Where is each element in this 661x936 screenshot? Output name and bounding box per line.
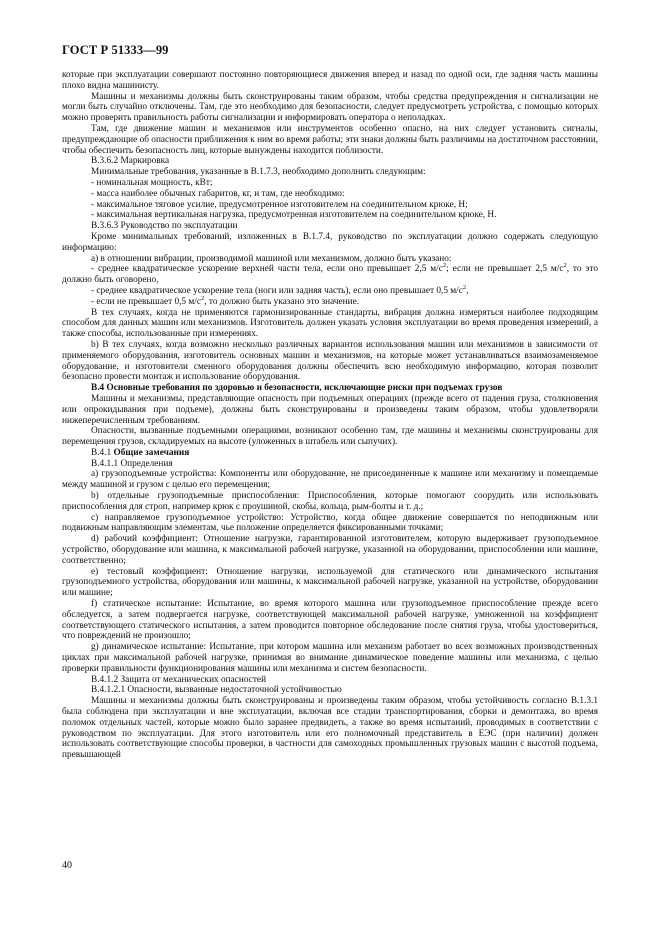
body-paragraph: Машины и механизмы должны быть сконструированы и произведены таким образом, чтобы устойчивость согласно В.1.3.1 была соблюдена при эксплуатации и вне эксплуатации, включая все стадии транспортирования, сборки и демонтажа, во время поломок отдельных частей, которые можно было заранее предвидеть, а также во время испытаний, проводимых в соответствии с руководством по эксплуатации. Для этого изготовитель или его полномочный представитель в ЕЭС (при наличии) должен использовать соответствующие способы проверки, в частности для самоходных промышленных грузовых машин с высотой подъема, превышающей [62, 696, 598, 761]
body-paragraph: b) отдельные грузоподъемные приспособления: Приспособления, которые помогают соорудить или использовать приспособления для строп, например крюк с проушиной, скобы, кольца, рым-болты и т. д.; [62, 491, 598, 512]
body-paragraph: - номинальная мощность, кВт; [91, 177, 213, 188]
body-paragraph: - максимальное тяговое усилие, предусмотренное изготовителем на соединительном крюке, Н; [91, 199, 468, 210]
body-paragraph: - масса наиболее обычных габаритов, кг, и там, где необходимо: [91, 188, 345, 199]
superscript: 2 [442, 262, 447, 270]
body-paragraph: g) динамическое испытание: Испытание, при котором машина или механизм работает во всех возможных производственных циклах при максимальной рабочей нагрузке, принимая во внимание динамическое поведение машины или механизма, с целью проверки правильности функционирования машины или механизма и систем безопасности. [62, 642, 598, 674]
body-paragraph: В.4 Основные требования по здоровью и безопасности, исключающие риски при подъемах грузов [91, 383, 503, 394]
body-paragraph: е) тестовый коэффициент: Отношение нагрузки, используемой для статического или динамического испытания грузоподъемного устройства, оборудования или машины, к максимальной рабочей нагрузке, указанной на устройстве, оборудовании или машине; [62, 566, 598, 599]
body-paragraph: f) статическое испытание: Испытание, во время которого машина или грузоподъемное приспособление прежде всего обследуется, а затем подвергается нагрузке, соответствующей максимальной рабочей нагрузке, умноженной на коэффициент соответствующего статического испытания, а затем проводится повторное обследование после снятия груза, чтобы удостовериться, что повреждений не произошло; [62, 599, 598, 642]
body-paragraph: - максимальная вертикальная нагрузка, предусмотренная изготовителем на соединительном крюке, Н. [91, 210, 497, 221]
text-run: - среднее квадратическое ускорение верхней части тела, если оно превышает 2,5 м/с [91, 264, 443, 275]
body-paragraph: В.4.1.1 Определения [91, 458, 173, 469]
text-run: - среднее квадратическое ускорение тела (ноги или задняя часть), если оно превышает 0,5 м/с [91, 285, 463, 296]
body-paragraph: Кроме минимальных требований, изложенных в В.1.7.4, руководство по эксплуатации должно содержать следующую информацию: [62, 231, 598, 253]
body-paragraph: Минимальные требования, указанные в В.1.7.3, необходимо дополнить следующим: [91, 167, 426, 178]
body-paragraph [62, 294, 598, 308]
body-paragraph: В тех случаях, когда не применяются гармонизированные стандарты, вибрация должна измеряться наиболее подходящим способом для данных машин или механизмов. Изготовитель должен указать условия эксплуатации во время проведения измерений, а также способы, использованные при измерениях. [62, 307, 598, 340]
body-paragraph: Опасности, вызванные подъемными операциями, возникают особенно там, где машины и механизмы сконструированы для перемещения грузов, складируемых на высоте (уложенных в штабель или сыпучих). [62, 426, 598, 448]
superscript: 2 [563, 262, 567, 270]
text-run: , то это должно быть оговорено, [62, 264, 598, 286]
text-run: В.4.1 [91, 447, 114, 458]
superscript: 2 [201, 294, 205, 302]
body-paragraph: Машины и механизмы, представляющие опасность при подъемных операциях (прежде всего от падения груза, столкновения или опрокидывания при подъеме), должны быть сконструированы и произведены таким образом, чтобы удовлетворяли нижеперечисленным требованиям. [62, 393, 598, 426]
body-paragraph: В.3.6.3 Руководство по эксплуатации [91, 221, 238, 232]
body-paragraph: b) В тех случаях, когда возможно несколько различных вариантов использования машин или механизмов в зависимости от применяемого оборудования, изготовитель основных машин и механизмов, на которые может устанавливаться взаимозаменяемое оборудование, и изготовители сменного оборудования должны обеспечить всю необходимую информацию, которая позволит безопасно провести монтаж и использование оборудования. [62, 339, 598, 383]
page-number: 40 [62, 860, 72, 871]
text-run: , то должно быть указано это значение. [204, 296, 360, 307]
superscript: 2 [462, 283, 467, 291]
body-paragraph: d) рабочий коэффициент: Отношение нагрузки, гарантированной изготовителем, которую выдерживает грузоподъемное устройство, оборудование или машина, к максимальной рабочей нагрузке, указанной на оборудовании, приспособлении или машине, соответственно; [62, 534, 598, 566]
text-run: Общие замечания [113, 447, 190, 458]
body-paragraph: В.4.1.2.1 Опасности, вызванные недостаточной устойчивостью [91, 685, 342, 696]
body-paragraph: Там, где движение машин и механизмов или инструментов особенно опасно, на них следует установить сигналы, предупреждающие об опасности приближения к ним во время работы; эти знаки должны быть различимы на достаточном расстоянии, чтобы обеспечить безопасность лиц, которые вынуждены находится поблизости. [62, 123, 598, 156]
page-body [62, 70, 598, 761]
body-paragraph [62, 283, 598, 297]
body-paragraph: а) грузоподъемные устройства: Компоненты или оборудование, не присоединенные к машине или механизму и помещаемые между машиной и грузом с целью его перемещения; [62, 469, 598, 491]
body-paragraph: с) направляемое грузоподъемное устройство: Устройство, когда общее движение совершается по неподвижным или подвижным направляющим элементам, чье положение определяется фиксированными точками; [62, 512, 598, 534]
body-paragraph [62, 448, 598, 459]
running-header: ГОСТ Р 51333—99 [62, 43, 169, 57]
text-run: - если не превышает 0,5 м/с [91, 296, 201, 307]
body-paragraph: В.4.1.2 Защита от механических опасностей [91, 674, 267, 685]
body-paragraph: В.3.6.2 Маркировка [91, 156, 170, 167]
text-run: ; если не превышает 2,5 м/с [446, 264, 564, 275]
body-paragraph [62, 264, 598, 286]
body-paragraph: а) в отношении вибрации, производимой машиной или механизмом, должно быть указано: [91, 253, 452, 264]
body-paragraph: которые при эксплуатации совершают постоянно повторяющиеся движения вперед и назад по одной оси, где задняя часть машины плохо видна машинисту. [62, 70, 598, 91]
text-run: , [466, 285, 469, 296]
body-paragraph: Машины и механизмы должны быть сконструированы таким образом, чтобы средства предупреждения и сигнализации не могли быть случайно отключены. Там, где это необходимо для безопасности, следует предусмотреть устройства, с помощью которых можно проверить правильность работы сигнализации и информировать оператора о неполадках. [62, 91, 598, 124]
